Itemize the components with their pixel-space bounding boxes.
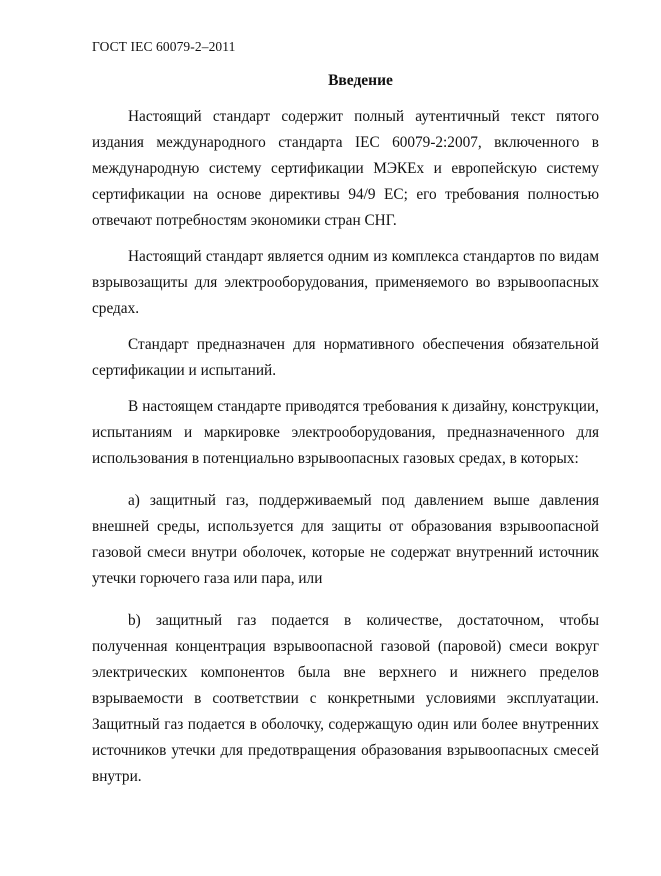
- paragraph-3: Стандарт предназначен для нормативного обеспечения обязательной сертификации и испытаний.: [92, 336, 599, 379]
- section-title: Введение: [328, 72, 393, 89]
- list-item-b: b) защитный газ подается в количестве, достаточном, чтобы полученная концентрация взрывоопасной газовой (паровой) смеси вокруг электрических компонентов была вне верхнего и нижнего пределов взрываемости в соответствии с конкретными условиями эксплуатации. Защитный газ подается в оболочку, содержащую один или более внутренних источников утечки для предотвращения образования взрывоопасных смесей внутри.: [92, 612, 599, 785]
- document-header: ГОСТ IEC 60079-2–2011: [92, 39, 236, 54]
- paragraph-1: Настоящий стандарт содержит полный аутентичный текст пятого издания международного стандарта IEC 60079-2:2007, включенного в международную систему сертификации МЭКEx и европейскую систему сертификации на основе директивы 94/9 ЕС; его требования полностью отвечают потребностям экономики стран СНГ.: [92, 108, 599, 229]
- paragraph-4: В настоящем стандарте приводятся требования к дизайну, конструкции, испытаниям и маркировке электрооборудования, предназначенного для использования в потенциально взрывоопасных газовых средах, в которых:: [92, 398, 599, 467]
- paragraph-2: Настоящий стандарт является одним из комплекса стандартов по видам взрывозащиты для электрооборудования, применяемого во взрывоопасных средах.: [92, 248, 599, 317]
- list-item-a: a) защитный газ, поддерживаемый под давлением выше давления внешней среды, используется для защиты от образования взрывоопасной газовой смеси внутри оболочек, которые не содержат внутренний источник утечки горючего газа или пара, или: [92, 492, 599, 587]
- document-body: [92, 104, 599, 790]
